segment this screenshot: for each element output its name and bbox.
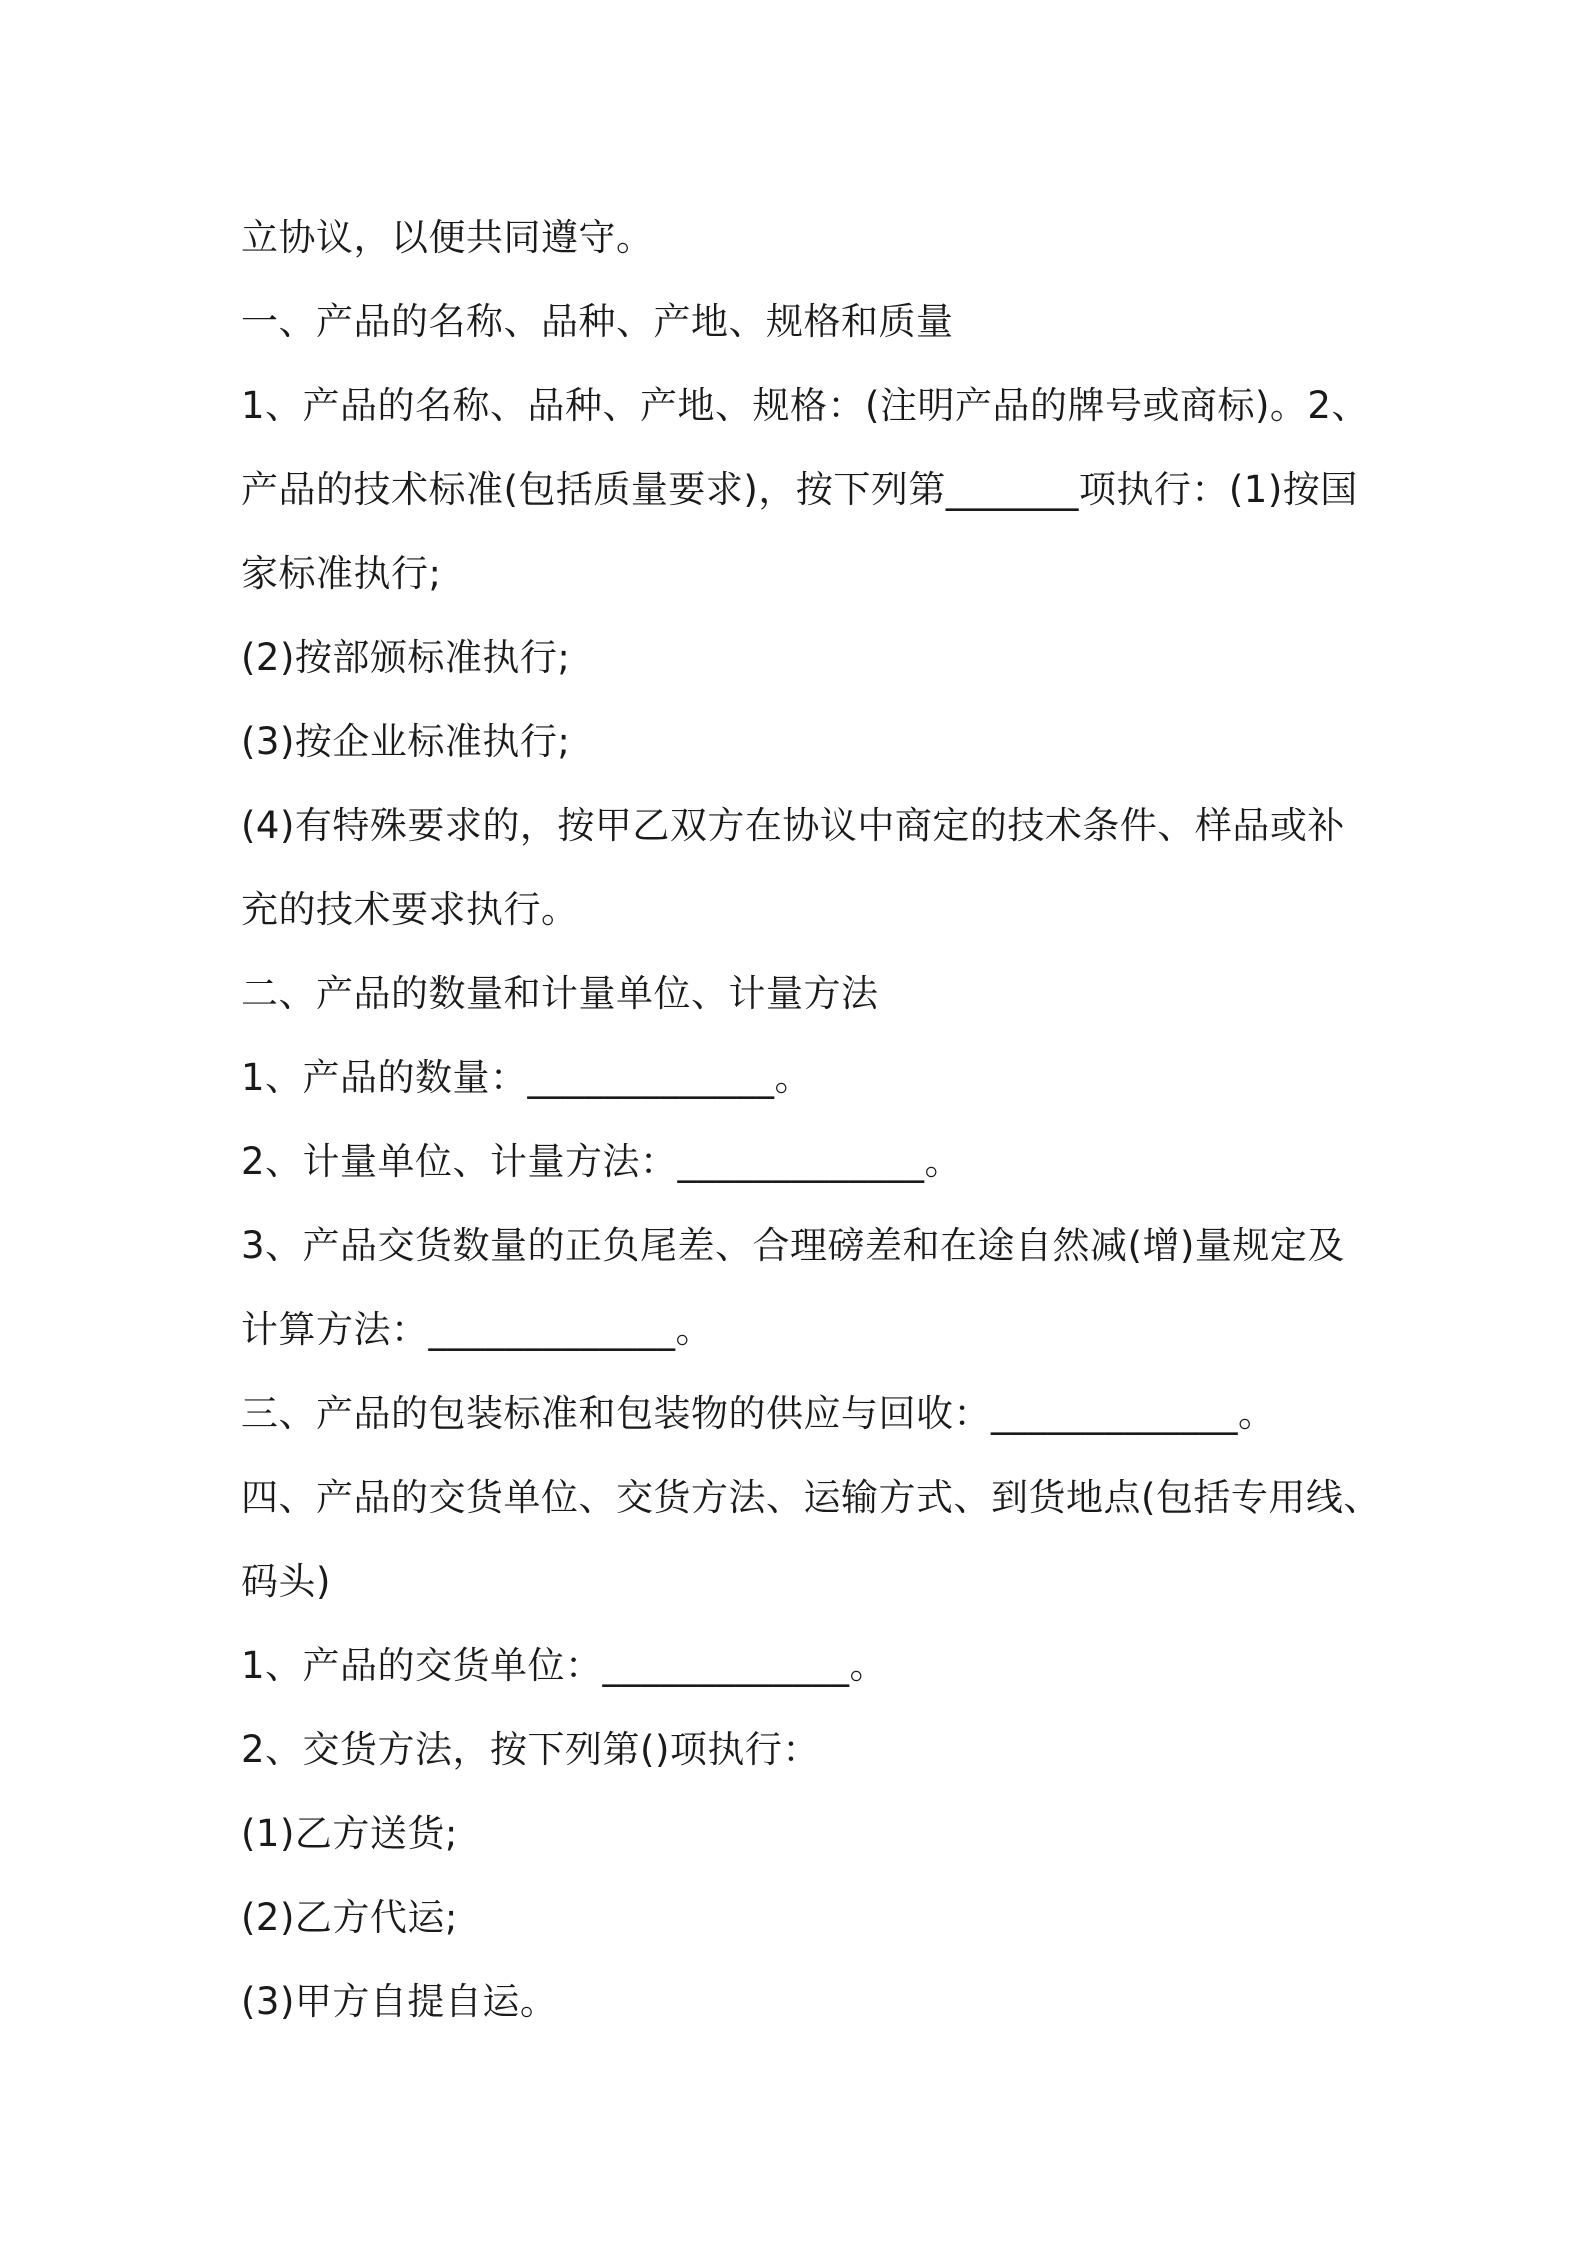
text-line: 2、计量单位、计量方法：_____________。 [241,1140,963,1183]
text-line: 家标准执行; [241,552,442,595]
section-heading: 二、产品的数量和计量单位、计量方法 [241,972,879,1015]
text-line: (4)有特殊要求的，按甲乙双方在协议中商定的技术条件、样品或补 [241,804,1345,847]
text-line: (3)甲方自提自运。 [241,1980,558,2023]
text-line: 1、产品的名称、品种、产地、规格：(注明产品的牌号或商标)。2、 [241,384,1369,427]
text-line: (3)按企业标准执行; [241,720,571,763]
text-line: 1、产品的数量：_____________。 [241,1056,813,1099]
text-line: 3、产品交货数量的正负尾差、合理磅差和在途自然减(增)量规定及 [241,1224,1345,1267]
text-line: 产品的技术标准(包括质量要求)，按下列第_______项执行：(1)按国 [241,468,1358,511]
section-heading: 三、产品的包装标准和包装物的供应与回收：_____________。 [241,1392,1276,1435]
section-heading: 一、产品的名称、品种、产地、规格和质量 [241,300,954,343]
text-line: 1、产品的交货单位：_____________。 [241,1644,888,1687]
text-line: (1)乙方送货; [241,1812,458,1855]
text-line: (2)按部颁标准执行; [241,636,571,679]
text-line: 立协议，以便共同遵守。 [241,216,654,259]
text-line: (2)乙方代运; [241,1896,458,1939]
text-line: 码头) [241,1560,331,1603]
document-body [241,196,1381,2044]
text-line: 计算方法：_____________。 [241,1308,713,1351]
text-line: 充的技术要求执行。 [241,888,579,931]
section-heading: 四、产品的交货单位、交货方法、运输方式、到货地点(包括专用线、 [241,1476,1381,1519]
text-line: 2、交货方法，按下列第()项执行： [241,1728,820,1771]
